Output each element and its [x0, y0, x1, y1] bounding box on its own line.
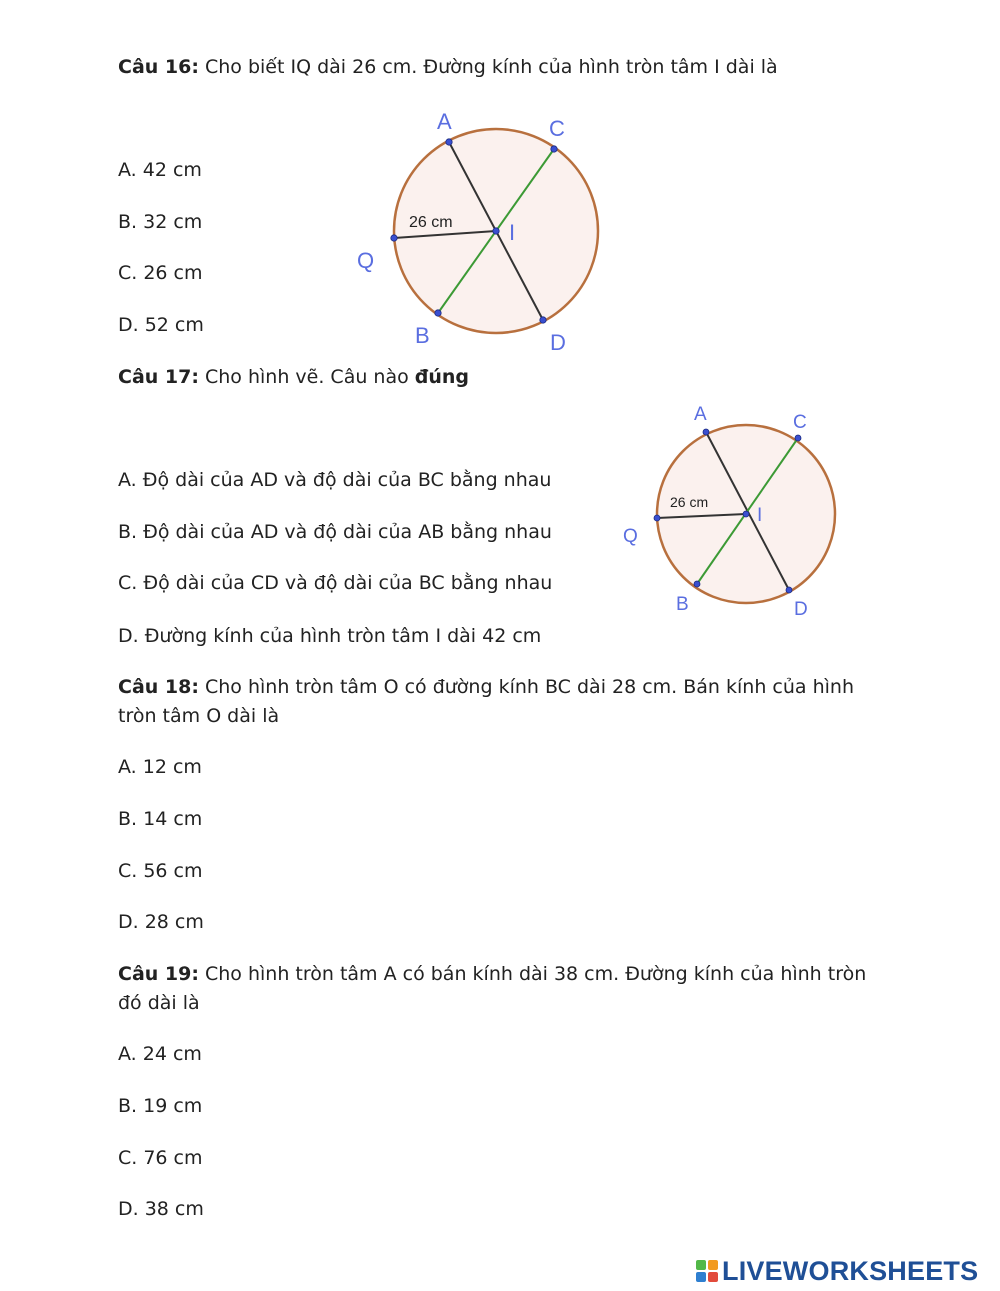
- q18-option-b[interactable]: B. 14 cm: [118, 808, 203, 830]
- q18-option-a[interactable]: A. 12 cm: [118, 756, 202, 778]
- q19-prompt-line1: [118, 960, 866, 988]
- point-c: [551, 146, 557, 152]
- q18-option-d[interactable]: D. 28 cm: [118, 911, 204, 933]
- label-q: Q: [623, 526, 638, 547]
- point-i: [743, 511, 749, 517]
- label-b: B: [676, 594, 689, 615]
- point-d: [540, 317, 546, 323]
- label-d: D: [550, 330, 566, 355]
- q18-text: Cho hình tròn tâm O có đường kính BC dài 28 cm. Bán kính của hình: [198, 676, 854, 698]
- q17-option-b[interactable]: B. Độ dài của AD và độ dài của AB bằng nhau: [118, 521, 552, 543]
- label-i: I: [509, 220, 516, 245]
- label-q: Q: [357, 248, 375, 273]
- label-a: A: [694, 404, 707, 425]
- point-q: [391, 235, 397, 241]
- q16-option-d[interactable]: D. 52 cm: [118, 314, 204, 336]
- q17-prompt: [118, 363, 469, 391]
- radius-label: 26 cm: [409, 214, 453, 231]
- q19-option-b[interactable]: B. 19 cm: [118, 1095, 203, 1117]
- q16-option-c[interactable]: C. 26 cm: [118, 262, 203, 284]
- q16-option-b[interactable]: B. 32 cm: [118, 211, 203, 233]
- point-a: [703, 429, 709, 435]
- q17-option-d[interactable]: D. Đường kính của hình tròn tâm I dài 42 cm: [118, 625, 542, 647]
- q19-option-c[interactable]: C. 76 cm: [118, 1147, 203, 1169]
- q18-prompt-line2: tròn tâm O dài là: [118, 705, 280, 727]
- q16-text: Cho biết IQ dài 26 cm. Đường kính của hình tròn tâm I dài là: [198, 56, 778, 78]
- q17-emphasis: đúng: [414, 366, 470, 388]
- logo-text: LIVEWORKSHEETS: [722, 1255, 979, 1286]
- q16-option-a[interactable]: A. 42 cm: [118, 159, 202, 181]
- logo-square-red: [708, 1272, 718, 1282]
- radius-label: 26 cm: [670, 494, 709, 510]
- label-b: B: [415, 323, 430, 348]
- point-b: [694, 581, 700, 587]
- liveworksheets-logo: [696, 1255, 978, 1287]
- label-d: D: [794, 599, 808, 620]
- q16-prompt: [118, 53, 778, 81]
- logo-square-blue: [696, 1272, 706, 1282]
- point-i: [493, 228, 499, 234]
- q17-option-a[interactable]: A. Độ dài của AD và độ dài của BC bằng nhau: [118, 469, 552, 491]
- point-a: [446, 139, 452, 145]
- q18-prompt-line1: [118, 673, 854, 701]
- point-b: [435, 310, 441, 316]
- logo-square-orange: [708, 1260, 718, 1270]
- label-i: I: [757, 505, 763, 526]
- q17-text: Cho hình vẽ. Câu nào: [198, 366, 415, 388]
- label-c: C: [549, 116, 565, 141]
- label-a: A: [437, 109, 452, 134]
- circle-figure-2: [620, 400, 850, 620]
- q19-option-d[interactable]: D. 38 cm: [118, 1198, 204, 1220]
- logo-square-green: [696, 1260, 706, 1270]
- q17-label: Câu 17:: [118, 366, 199, 388]
- q19-label: Câu 19:: [118, 963, 199, 985]
- point-q: [654, 515, 660, 521]
- q18-label: Câu 18:: [118, 676, 199, 698]
- point-c: [795, 435, 801, 441]
- q17-option-c[interactable]: C. Độ dài của CD và độ dài của BC bằng nhau: [118, 572, 553, 594]
- q19-text: Cho hình tròn tâm A có bán kính dài 38 cm. Đường kính của hình tròn: [198, 963, 867, 985]
- label-c: C: [793, 412, 807, 433]
- q18-option-c[interactable]: C. 56 cm: [118, 860, 203, 882]
- circle-figure-1: [350, 105, 610, 355]
- q19-option-a[interactable]: A. 24 cm: [118, 1043, 202, 1065]
- q19-prompt-line2: đó dài là: [118, 992, 200, 1014]
- logo-mark-icon: [696, 1260, 718, 1282]
- q16-label: Câu 16:: [118, 56, 199, 78]
- point-d: [786, 587, 792, 593]
